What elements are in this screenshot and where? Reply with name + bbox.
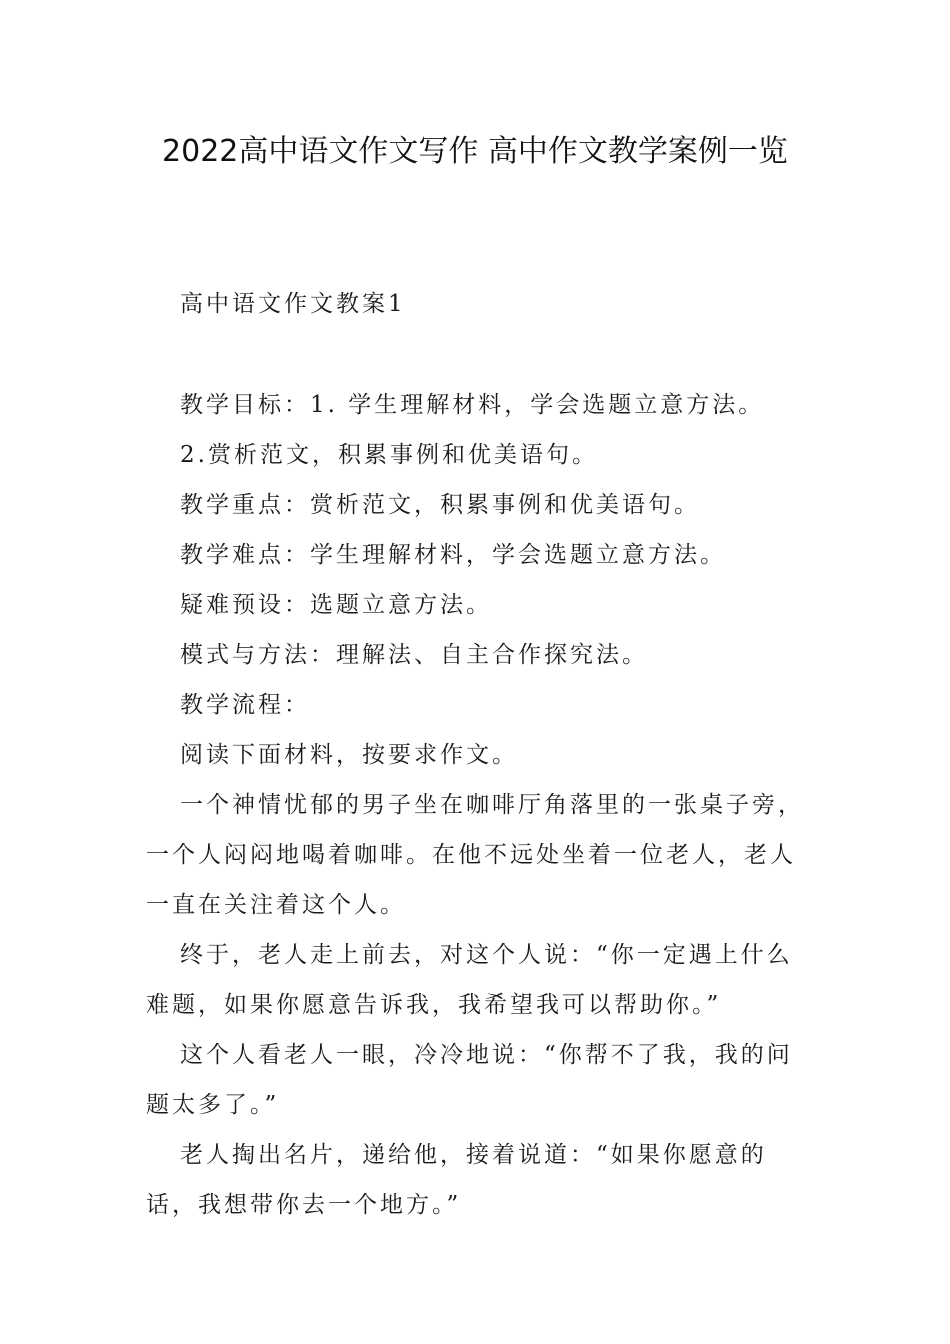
paragraph-difficulty-preset: 疑难预设：选题立意方法。 xyxy=(180,592,492,618)
document-title: 2022高中语文作文写作 高中作文教学案例一览 xyxy=(162,134,788,169)
lesson-plan-body xyxy=(146,380,816,1230)
paragraph-teaching-focus: 教学重点：赏析范文，积累事例和优美语句。 xyxy=(180,492,700,518)
paragraph-teaching-goal: 教学目标：1. 学生理解材料，学会选题立意方法。 xyxy=(180,392,765,418)
section-heading-block xyxy=(146,284,816,324)
paragraph-story-1: 一个神情忧郁的男子坐在咖啡厅角落里的一张桌子旁，一个人闷闷地喝着咖啡。在他不远处坐着一位老人，老人一直在关注着这个人。 xyxy=(146,792,804,918)
paragraph-instruction: 阅读下面材料，按要求作文。 xyxy=(180,742,518,768)
paragraph-teaching-goal-2: 2.赏析范文，积累事例和优美语句。 xyxy=(180,442,598,468)
paragraph-mode-method: 模式与方法：理解法、自主合作探究法。 xyxy=(180,642,648,668)
paragraph-story-3: 这个人看老人一眼，冷冷地说：“你帮不了我，我的问题太多了。” xyxy=(146,1042,793,1118)
section-heading: 高中语文作文教案1 xyxy=(180,291,406,317)
paragraph-story-4: 老人掏出名片，递给他，接着说道：“如果你愿意的话，我想带你去一个地方。” xyxy=(146,1142,767,1218)
paragraph-teaching-process: 教学流程： xyxy=(180,692,310,718)
paragraph-teaching-difficulty: 教学难点：学生理解材料，学会选题立意方法。 xyxy=(180,542,726,568)
paragraph-story-2: 终于，老人走上前去，对这个人说：“你一定遇上什么难题，如果你愿意告诉我，我希望我可以帮助你。” xyxy=(146,942,793,1018)
